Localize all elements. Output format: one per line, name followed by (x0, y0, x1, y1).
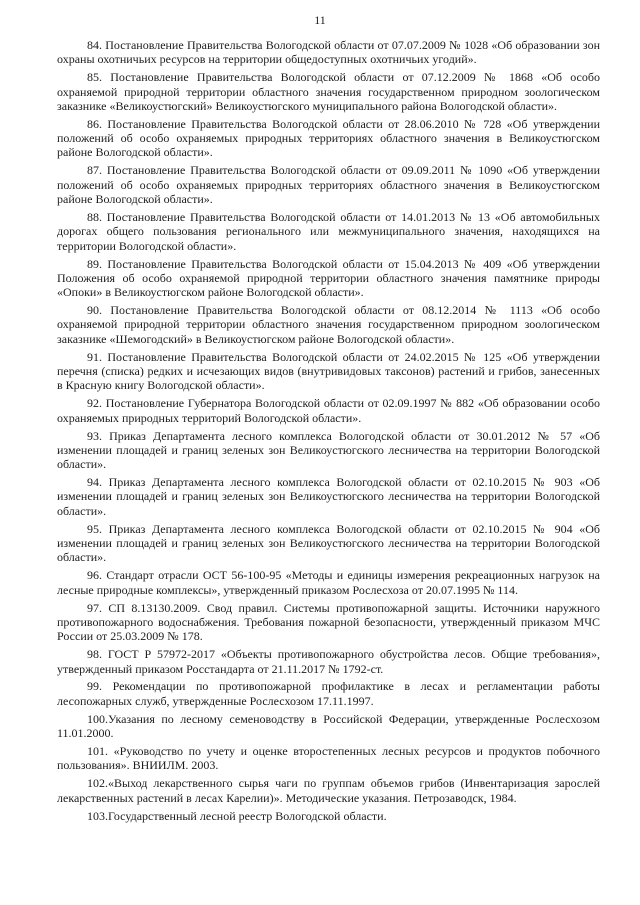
reference-item (57, 429, 600, 472)
reference-text: ГОСТ Р 57972-2017 «Объекты противопожарного обустройства лесов. Общие требования», утвержденный приказом Росстандарта от 21.11.2017 № 1792-ст. (57, 647, 600, 676)
reference-number: 86. (87, 116, 102, 131)
reference-text: Постановление Правительства Вологодской области от 14.01.2013 № 13 «Об автомобильных дорогах общего пользования регионального или межмуниципального значения, находящихся на территории Вологодской области». (57, 210, 600, 253)
reference-number: 85. (87, 70, 102, 85)
reference-number: 97. (87, 600, 102, 615)
reference-number: 99. (87, 679, 102, 694)
reference-item (57, 744, 600, 773)
reference-item (57, 809, 600, 823)
reference-number: 95. (87, 521, 102, 536)
reference-item (57, 163, 600, 206)
reference-text: Рекомендации по противопожарной профилактике в лесах и регламентации работы лесопожарных служб, утвержденные Рослесхозом 17.11.1997. (57, 679, 600, 708)
reference-number: 91. (87, 349, 102, 364)
reference-text: Указания по лесному семеноводству в Российской Федерации, утвержденные Рослесхозом 11.01.2000. (57, 711, 600, 741)
reference-list (57, 38, 600, 823)
reference-text: Постановление Губернатора Вологодской области от 02.09.1997 № 882 «Об образовании особо охраняемых природных территорий Вологодской области». (57, 396, 600, 425)
reference-number: 96. (87, 568, 102, 583)
reference-number: 101. (87, 744, 108, 759)
reference-item (57, 776, 600, 805)
page-number: 11 (314, 13, 326, 27)
reference-item (57, 568, 600, 597)
reference-item (57, 117, 600, 160)
reference-item (57, 303, 600, 346)
reference-text: Государственный лесной реестр Вологодской области. (108, 808, 387, 823)
reference-number: 87. (87, 163, 102, 178)
reference-item (57, 350, 600, 393)
reference-item (57, 601, 600, 644)
reference-text: «Руководство по учету и оценке второстепенных лесных ресурсов и продуктов побочного пользования». ВНИИЛМ. 2003. (57, 744, 600, 773)
reference-text: Постановление Правительства Вологодской области от 07.07.2009 № 1028 «Об образовании зон охраны охотничьих ресурсов на территории общедоступных охотничьих угодий». (57, 38, 600, 67)
reference-number: 92. (87, 396, 102, 411)
reference-number: 84. (87, 38, 102, 52)
reference-item (57, 396, 600, 425)
reference-item (57, 679, 600, 708)
reference-text: Постановление Правительства Вологодской области от 07.12.2009 № 1868 «Об особо охраняемой природной территории областного значения государственном природном зоологическом заказнике «Великоустюгский» Великоустюгского муниципального района Вологодской области». (57, 70, 600, 113)
reference-number: 103. (87, 808, 108, 823)
reference-text: Постановление Правительства Вологодской области от 09.09.2011 № 1090 «Об утверждении положений об особо охраняемых природных территориях областного значения в Великоустюгском районе Вологодской области». (57, 163, 600, 207)
reference-text: Постановление Правительства Вологодской области от 28.06.2010 № 728 «Об утверждении положений об особо охраняемых природных территориях областного значения в Великоустюгском районе Вологодской области». (57, 116, 600, 160)
reference-number: 102. (87, 776, 108, 791)
reference-item (57, 210, 600, 253)
reference-number: 90. (87, 303, 102, 318)
reference-item (57, 70, 600, 113)
reference-item (57, 475, 600, 518)
reference-text: Постановление Правительства Вологодской области от 08.12.2014 № 1113 «Об особо охраняемой природной территории областного значения государственном природном зоологическом заказнике «Шемогодский» в Великоустюгском районе Вологодской области». (57, 303, 600, 346)
reference-item (57, 38, 600, 67)
reference-number: 94. (87, 475, 102, 490)
reference-number: 98. (87, 647, 102, 662)
reference-text: Постановление Правительства Вологодской области от 15.04.2013 № 409 «Об утверждении Положения об особо охраняемой природной территории областного значения памятнике природы «Опоки» в Великоустюгском районе Вологодской области». (57, 256, 600, 300)
reference-item (57, 522, 600, 565)
reference-number: 88. (87, 210, 102, 225)
reference-item (57, 647, 600, 676)
reference-text: «Выход лекарственного сырья чаги по группам объемов грибов (Инвентаризация зарослей лекарственных растений в лесах Карелии)». Методические указания. Петрозаводск, 1984. (57, 776, 600, 805)
reference-text: Постановление Правительства Вологодской области от 24.02.2015 № 125 «Об утверждении перечня (списка) редких и исчезающих видов (внутривидовых таксонов) растений и грибов, занесенных в Красную книгу Вологодской области». (57, 349, 600, 393)
reference-text: Приказ Департамента лесного комплекса Вологодской области от 02.10.2015 № 903 «Об изменении площадей и границ зеленых зон Великоустюгского лесничества на территории Вологодской области». (57, 475, 600, 518)
reference-text: СП 8.13130.2009. Свод правил. Системы противопожарной защиты. Источники наружного противопожарного водоснабжения. Требования пожарной безопасности, утвержденный приказом МЧС России от 25.03.2009 № 178. (57, 600, 600, 644)
reference-text: Приказ Департамента лесного комплекса Вологодской области от 02.10.2015 № 904 «Об изменении площадей и границ зеленых зон Великоустюгского лесничества на территории Вологодской области». (57, 521, 600, 565)
reference-text: Стандарт отрасли ОСТ 56-100-95 «Методы и единицы измерения рекреационных нагрузок на лесные природные комплексы», утвержденный приказом Рослесхоза от 20.07.1995 № 114. (57, 568, 600, 597)
reference-number: 89. (87, 256, 102, 271)
reference-text: Приказ Департамента лесного комплекса Вологодской области от 30.01.2012 № 57 «Об изменении площадей и границ зеленых зон Великоустюгского лесничества на территории Вологодской области». (57, 428, 600, 472)
reference-number: 100. (87, 711, 108, 726)
reference-number: 93. (87, 428, 102, 443)
reference-item (57, 257, 600, 300)
reference-item (57, 712, 600, 741)
